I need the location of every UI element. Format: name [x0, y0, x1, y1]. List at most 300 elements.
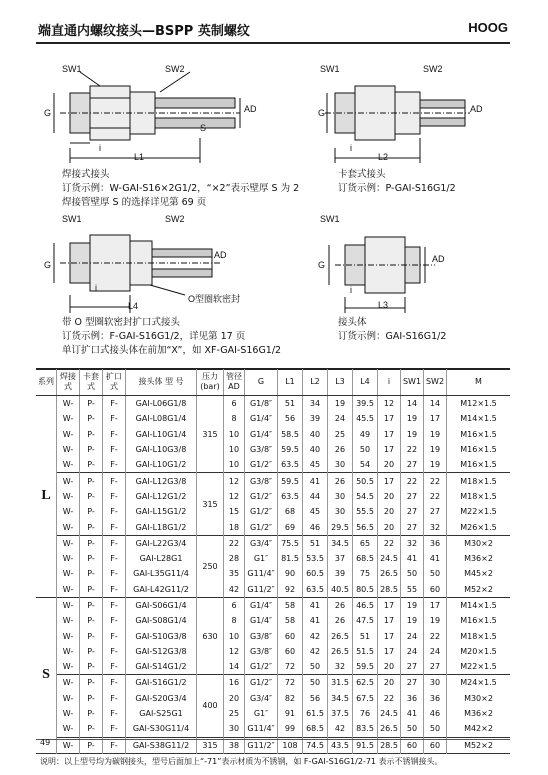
table-cell: W-: [57, 582, 80, 598]
col-sw2: SW2: [424, 369, 447, 396]
table-cell: W-: [57, 675, 80, 691]
table-cell: 22: [378, 691, 401, 706]
table-cell: 27: [401, 659, 424, 675]
fig4-caption-title: 接头体: [338, 317, 367, 328]
table-cell: GAI-L28G1: [126, 551, 197, 566]
table-cell: M52×2: [447, 737, 511, 753]
table-cell: 27: [401, 457, 424, 473]
table-cell: G1/2″: [245, 489, 278, 504]
table-cell: 41: [424, 551, 447, 566]
col-g: G: [245, 369, 278, 396]
table-cell: M16×1.5: [447, 613, 511, 628]
table-cell: W-: [57, 411, 80, 426]
table-cell: G3/8″: [245, 628, 278, 643]
table-cell: W-: [57, 535, 80, 551]
table-cell: 20: [224, 691, 245, 706]
table-cell: 59.5: [278, 442, 303, 457]
table-cell: 50: [353, 442, 378, 457]
fig2-label-ad: AD: [470, 104, 483, 114]
fig2-label-sw2: SW2: [423, 64, 443, 74]
col-l3: L3: [328, 369, 353, 396]
table-cell: 26: [328, 442, 353, 457]
table-cell: GAI-L12G3/8: [126, 473, 197, 489]
table-cell: GAI-L35G11/4: [126, 566, 197, 581]
table-cell: 26.5: [378, 721, 401, 737]
table-cell: G1/2″: [245, 675, 278, 691]
table-cell: 41: [401, 706, 424, 721]
table-cell: 29.5: [328, 519, 353, 535]
table-cell: 50.5: [353, 473, 378, 489]
table-cell: 54: [353, 457, 378, 473]
table-cell: 50: [424, 566, 447, 581]
table-cell: 10: [224, 427, 245, 442]
table-cell: F-: [103, 706, 126, 721]
table-row: [36, 519, 510, 535]
table-cell: 22: [424, 489, 447, 504]
table-cell: 68.5: [303, 721, 328, 737]
table-cell: 50: [401, 721, 424, 737]
table-cell: F-: [103, 396, 126, 412]
table-cell: 20: [378, 489, 401, 504]
page-number: 49: [40, 738, 51, 747]
table-cell: 91.5: [353, 737, 378, 753]
table-cell: W-: [57, 519, 80, 535]
table-cell: 41: [303, 473, 328, 489]
fig4-label-i: i: [350, 285, 352, 295]
table-cell: 41: [401, 551, 424, 566]
table-cell: M45×2: [447, 566, 511, 581]
table-cell: P-: [80, 566, 103, 581]
table-cell: 17: [378, 628, 401, 643]
table-cell: F-: [103, 659, 126, 675]
table-cell: 22: [401, 473, 424, 489]
table-cell: 65: [353, 535, 378, 551]
table-row: [36, 442, 510, 457]
table-cell: 10: [224, 457, 245, 473]
table-cell: GAI-S30G11/4: [126, 721, 197, 737]
figure-compression-fitting: [315, 58, 475, 168]
table-cell: G1/4″: [245, 411, 278, 426]
table-cell: 63.5: [278, 457, 303, 473]
table-cell: 24: [401, 644, 424, 659]
pressure-cell: 315: [197, 396, 224, 473]
table-cell: G1/4″: [245, 427, 278, 442]
table-cell: 19: [401, 613, 424, 628]
table-cell: 28.5: [378, 737, 401, 753]
table-cell: 26.5: [328, 644, 353, 659]
fig2-caption-title: 卡套式接头: [338, 169, 386, 180]
table-cell: 27: [424, 504, 447, 519]
table-cell: 39: [303, 411, 328, 426]
table-cell: F-: [103, 473, 126, 489]
table-cell: GAI-L06G1/8: [126, 396, 197, 412]
table-cell: 68.5: [353, 551, 378, 566]
table-cell: 32: [424, 519, 447, 535]
table-cell: 24: [328, 411, 353, 426]
table-cell: G11/2″: [245, 737, 278, 753]
table-cell: 19: [401, 597, 424, 613]
table-cell: P-: [80, 721, 103, 737]
table-cell: 26.5: [328, 628, 353, 643]
table-row: [36, 489, 510, 504]
fig1-caption-note: 焊接管壁厚 S 的选择详见第 69 页: [62, 197, 207, 208]
table-cell: 36: [424, 535, 447, 551]
table-cell: GAI-S08G1/4: [126, 613, 197, 628]
table-cell: M26×1.5: [447, 519, 511, 535]
table-cell: P-: [80, 597, 103, 613]
table-cell: P-: [80, 628, 103, 643]
table-cell: W-: [57, 737, 80, 753]
col-sw1: SW1: [401, 369, 424, 396]
table-cell: W-: [57, 613, 80, 628]
table-cell: 16: [224, 675, 245, 691]
table-row: [36, 675, 510, 691]
figure-welded-fitting: [40, 58, 250, 168]
table-cell: 14: [424, 396, 447, 412]
table-cell: 18: [224, 519, 245, 535]
table-header-row: [36, 369, 510, 396]
table-cell: F-: [103, 691, 126, 706]
table-cell: W-: [57, 691, 80, 706]
col-pressure: 压力 (bar): [197, 369, 224, 396]
table-cell: 41: [303, 613, 328, 628]
table-cell: GAI-S12G3/8: [126, 644, 197, 659]
page-header: [36, 20, 510, 44]
table-cell: 92: [278, 582, 303, 598]
table-cell: 15: [224, 504, 245, 519]
table-cell: GAI-L42G11/2: [126, 582, 197, 598]
table-cell: G3/8″: [245, 473, 278, 489]
table-cell: P-: [80, 551, 103, 566]
table-row: [36, 427, 510, 442]
fig3-caption-order: 订货示例：F-GAI-S16G1/2，详见第 17 页: [62, 331, 246, 342]
table-cell: P-: [80, 659, 103, 675]
table-cell: F-: [103, 628, 126, 643]
table-cell: M36×2: [447, 551, 511, 566]
table-cell: 51: [278, 396, 303, 412]
table-row: [36, 613, 510, 628]
fig1-label-i: i: [99, 143, 101, 153]
table-cell: W-: [57, 396, 80, 412]
table-cell: 10: [224, 628, 245, 643]
table-cell: GAI-L08G1/4: [126, 411, 197, 426]
table-cell: 40.5: [328, 582, 353, 598]
fig2-label-sw1: SW1: [320, 64, 340, 74]
table-cell: M18×1.5: [447, 489, 511, 504]
table-row: [36, 551, 510, 566]
table-cell: 69: [278, 519, 303, 535]
table-cell: P-: [80, 613, 103, 628]
table-cell: 68: [278, 504, 303, 519]
table-row: [36, 566, 510, 581]
table-cell: M36×2: [447, 706, 511, 721]
table-cell: F-: [103, 427, 126, 442]
fig1-label-s: S: [200, 123, 207, 133]
table-cell: 20: [378, 504, 401, 519]
table-cell: 53.5: [303, 551, 328, 566]
table-cell: P-: [80, 691, 103, 706]
table-cell: P-: [80, 582, 103, 598]
table-cell: W-: [57, 659, 80, 675]
table-cell: 26: [328, 613, 353, 628]
table-cell: M22×1.5: [447, 504, 511, 519]
pressure-cell: 315: [197, 737, 224, 753]
table-cell: GAI-S38G11/2: [126, 737, 197, 753]
table-cell: 10: [224, 442, 245, 457]
table-cell: 61.5: [303, 706, 328, 721]
brand-logo: HOOG: [468, 20, 508, 35]
fig4-caption: [338, 316, 446, 344]
table-cell: M14×1.5: [447, 597, 511, 613]
fig3-caption-title: 带 O 型圈软密封扩口式接头: [62, 317, 181, 328]
table-cell: F-: [103, 597, 126, 613]
fig3-caption: [62, 316, 281, 358]
fig1-label-l1: L1: [134, 152, 145, 162]
table-cell: GAI-S10G3/8: [126, 628, 197, 643]
table-cell: 8: [224, 411, 245, 426]
table-cell: 51: [353, 628, 378, 643]
table-cell: GAI-S20G3/4: [126, 691, 197, 706]
table-cell: 51: [303, 535, 328, 551]
fig3-caption-note: 单订扩口式接头体在前加“X”，如 XF-GAI-S16G1/2: [62, 345, 282, 356]
table-cell: 38: [224, 737, 245, 753]
table-cell: M30×2: [447, 691, 511, 706]
table-cell: M16×1.5: [447, 457, 511, 473]
table-cell: 45: [303, 504, 328, 519]
table-cell: G1″: [245, 706, 278, 721]
fig1-caption-title: 焊接式接头: [62, 169, 110, 180]
table-cell: P-: [80, 489, 103, 504]
table-cell: 75.5: [278, 535, 303, 551]
table-cell: P-: [80, 442, 103, 457]
table-cell: 22: [401, 442, 424, 457]
table-row: [36, 473, 510, 489]
table-cell: 27: [401, 504, 424, 519]
table-cell: 76: [353, 706, 378, 721]
table-cell: G1/2″: [245, 457, 278, 473]
table-notes: 说明：以上型号均为碳钢接头，型号后面加上“-71”表示材质为不锈钢，如 F-GAI-S16G1/2-71 表示不锈钢接头。: [36, 753, 510, 770]
table-cell: P-: [80, 644, 103, 659]
fig4-caption-order: 订货示例：GAI-S16G1/2: [338, 331, 447, 342]
table-cell: F-: [103, 551, 126, 566]
table-cell: P-: [80, 519, 103, 535]
table-cell: 74.5: [303, 737, 328, 753]
table-row: [36, 582, 510, 598]
table-cell: 26: [328, 473, 353, 489]
table-cell: G11/2″: [245, 582, 278, 598]
table-cell: GAI-L10G1/2: [126, 457, 197, 473]
table-cell: 99: [278, 721, 303, 737]
table-cell: 58: [278, 613, 303, 628]
table-cell: 24: [401, 628, 424, 643]
table-cell: 19: [424, 457, 447, 473]
table-cell: 6: [224, 396, 245, 412]
fig3-label-oring: O型圈软密封: [188, 294, 241, 304]
table-cell: 60: [401, 737, 424, 753]
fig4-label-g: G: [318, 260, 326, 270]
table-row: [36, 597, 510, 613]
table-cell: 51.5: [353, 644, 378, 659]
table-cell: 27: [401, 675, 424, 691]
table-cell: 80.5: [353, 582, 378, 598]
table-row: [36, 411, 510, 426]
table-cell: M52×2: [447, 582, 511, 598]
table-cell: 46: [303, 519, 328, 535]
table-cell: 60: [278, 644, 303, 659]
table-cell: 81.5: [278, 551, 303, 566]
table-cell: 27: [401, 519, 424, 535]
table-cell: 47.5: [353, 613, 378, 628]
table-cell: 14: [224, 659, 245, 675]
table-cell: F-: [103, 613, 126, 628]
table-cell: G3/8″: [245, 644, 278, 659]
table-cell: F-: [103, 737, 126, 753]
fig4-label-ad: AD: [432, 254, 445, 264]
table-cell: 12: [224, 644, 245, 659]
fig2-label-l2: L2: [378, 152, 389, 162]
table-cell: P-: [80, 396, 103, 412]
table-cell: F-: [103, 644, 126, 659]
table-cell: 91: [278, 706, 303, 721]
table-cell: 27: [424, 659, 447, 675]
table-cell: 63.5: [278, 489, 303, 504]
table-cell: F-: [103, 519, 126, 535]
table-cell: 63.5: [303, 582, 328, 598]
table-cell: 45: [303, 457, 328, 473]
table-cell: 42: [303, 644, 328, 659]
table-cell: W-: [57, 457, 80, 473]
table-cell: 24.5: [378, 551, 401, 566]
table-cell: 17: [378, 473, 401, 489]
table-cell: G1/2″: [245, 659, 278, 675]
table-cell: M24×1.5: [447, 675, 511, 691]
pressure-cell: 630: [197, 597, 224, 674]
table-cell: 43.5: [328, 737, 353, 753]
table-row: [36, 628, 510, 643]
table-cell: GAI-S16G1/2: [126, 675, 197, 691]
table-cell: GAI-L10G1/4: [126, 427, 197, 442]
table-cell: 60.5: [303, 566, 328, 581]
table-cell: GAI-S06G1/4: [126, 597, 197, 613]
table-cell: 67.5: [353, 691, 378, 706]
table-cell: 30: [224, 721, 245, 737]
fig1-label-g: G: [44, 108, 52, 118]
table-cell: F-: [103, 675, 126, 691]
table-cell: 50: [303, 659, 328, 675]
table-cell: P-: [80, 473, 103, 489]
table-cell: G3/8″: [245, 442, 278, 457]
table-cell: M16×1.5: [447, 442, 511, 457]
table-cell: G1/4″: [245, 613, 278, 628]
table-cell: 12: [224, 473, 245, 489]
table-cell: 59.5: [278, 473, 303, 489]
col-l2: L2: [303, 369, 328, 396]
table-cell: 56.5: [353, 519, 378, 535]
table-cell: W-: [57, 644, 80, 659]
table-cell: 32: [328, 659, 353, 675]
table-cell: 31.5: [328, 675, 353, 691]
table-cell: 62.5: [353, 675, 378, 691]
fig3-label-l4: L4: [128, 301, 139, 311]
table-cell: F-: [103, 489, 126, 504]
table-cell: 22: [378, 535, 401, 551]
table-cell: 17: [378, 613, 401, 628]
fig2-label-g: G: [318, 108, 326, 118]
table-cell: M42×2: [447, 721, 511, 737]
col-l1: L1: [278, 369, 303, 396]
col-welded: 焊接式: [57, 369, 80, 396]
table-cell: G1/2″: [245, 504, 278, 519]
table-cell: F-: [103, 457, 126, 473]
table-cell: G1/8″: [245, 396, 278, 412]
table-cell: W-: [57, 504, 80, 519]
fig2-caption: [338, 168, 456, 196]
table-cell: 46.5: [353, 597, 378, 613]
table-cell: 17: [378, 597, 401, 613]
table-cell: M16×1.5: [447, 427, 511, 442]
table-cell: G11/4″: [245, 721, 278, 737]
table-cell: 19: [401, 411, 424, 426]
table-row: [36, 706, 510, 721]
table-cell: 34: [303, 396, 328, 412]
table-cell: 58.5: [278, 427, 303, 442]
table-cell: GAI-S25G1: [126, 706, 197, 721]
table-cell: W-: [57, 442, 80, 457]
table-cell: 72: [278, 675, 303, 691]
table-cell: 19: [424, 427, 447, 442]
table-cell: G3/4″: [245, 535, 278, 551]
table-cell: 45.5: [353, 411, 378, 426]
table-cell: 12: [224, 489, 245, 504]
table-cell: F-: [103, 504, 126, 519]
table-cell: 25: [224, 706, 245, 721]
table-cell: W-: [57, 551, 80, 566]
fig4-label-l3: L3: [378, 300, 389, 310]
table-cell: P-: [80, 504, 103, 519]
fig3-label-ad: AD: [214, 250, 227, 260]
table-cell: 30: [328, 457, 353, 473]
table-cell: 17: [424, 411, 447, 426]
col-flared: 扩口式: [103, 369, 126, 396]
table-cell: 19: [328, 396, 353, 412]
spec-table: [36, 369, 510, 770]
series-label: S: [36, 597, 57, 753]
table-cell: F-: [103, 721, 126, 737]
table-cell: 34.5: [328, 691, 353, 706]
table-cell: GAI-L12G1/2: [126, 489, 197, 504]
table-cell: 17: [378, 427, 401, 442]
table-cell: 24.5: [378, 706, 401, 721]
table-cell: 30: [328, 489, 353, 504]
page-title: 端直通内螺纹接头—BSPP 英制螺纹: [38, 24, 250, 39]
table-cell: M18×1.5: [447, 628, 511, 643]
table-cell: 58: [278, 597, 303, 613]
col-body-model: 接头体 型 号: [126, 369, 197, 396]
table-cell: W-: [57, 628, 80, 643]
table-cell: 46: [424, 706, 447, 721]
table-cell: P-: [80, 737, 103, 753]
table-cell: G1/2″: [245, 519, 278, 535]
table-cell: 60: [424, 582, 447, 598]
table-cell: G11/4″: [245, 566, 278, 581]
fig2-label-i: i: [350, 143, 352, 153]
table-cell: 36: [401, 691, 424, 706]
table-cell: P-: [80, 675, 103, 691]
table-row: [36, 721, 510, 737]
table-cell: 40: [303, 427, 328, 442]
table-cell: 108: [278, 737, 303, 753]
table-cell: 50: [424, 721, 447, 737]
